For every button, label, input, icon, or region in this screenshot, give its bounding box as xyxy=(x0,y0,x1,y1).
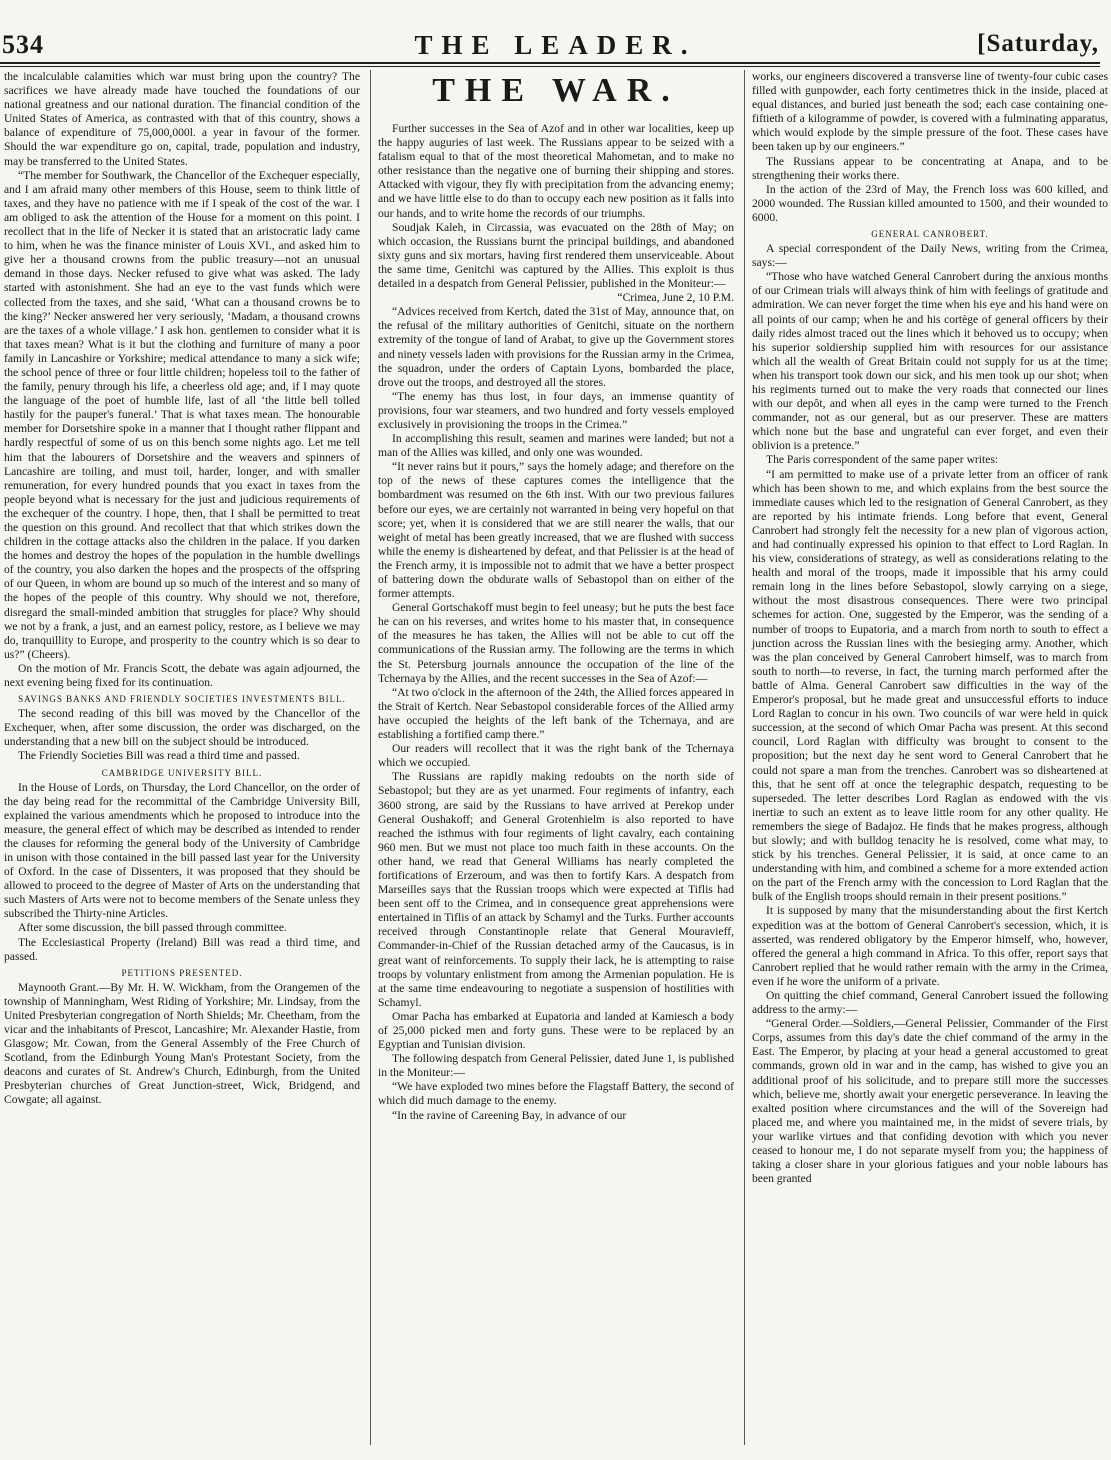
paragraph: In the House of Lords, on Thursday, the Lord Chancellor, on the order of the day being read for the recommittal of the Cambridge University Bill, explained the various amendments which he proposed to introduce into the measure, the general effect of which may be described as intended to render the clauses for reforming the general body of the University of Cambridge in unison with those contained in the bill passed last year for the University of Oxford. In the case of Dissenters, it was proposed that they should be allowed to proceed to the degree of Master of Arts on the understanding that such Masters of Arts were not to become members of the Senate unless they subscribed the Thirty-nine Articles. xyxy=(4,780,360,921)
paragraph: “I am permitted to make use of a private letter from an officer of rank which has been shown to me, and which explains from the best source the immediate causes which led to the resignation of General Canrobert, as they are reported by his intimate friends. Long before that event, General Canrobert had strongly felt the necessity for a new plan of vigorous action, and had continually expressed his opinion to that effect to Lord Raglan. In his view, considerations of strategy, as well as considerations relating to the health and moral of the troops, made it impossible that his army could remain long in the lines before Sebastopol, slowly carrying on a siege, without the most disastrous consequences. There were two principal schemes for action. One, suggested by the Emperor, was the sending of a number of troops to Eupatoria, and a march from north to south to effect a junction across the Russian lines with the besieging army. Another, which was the plan conceived by General Canrobert himself, was to march from south to north—to reverse, in fact, the turning march performed after the battle of Alma. General Canrobert saw difficulties in the way of the Emperor's proposal, but he made great and unsuccessful efforts to induce Lord Raglan to concur in his own. Two councils of war were held in quick succession, at the second of which Omar Pacha was present. At this second council, Lord Raglan with difficulty was brought to consent to the proposition; but the next day he sent word to General Canrobert that he could not spare a man from the trenches. Canrobert was so disheartened at this, that he sent off at once the telegraphic despatch, requesting to be superseded. The letter describes Lord Raglan as endowed with the vis inertiæ to such an extent as to leave little room for any other quality. He remembers the siege of Badajoz. He finds that he makes progress, although but slowly; and with bulldog tenacity he is resolved, come what may, to stick by his trenches. General Pelissier, it is said, at once came to an understanding with him, and combined a scheme for a more extended action on the part of the French army with the concession to Lord Raglan that the bulk of the English troops should remain in their present positions.” xyxy=(752,467,1108,904)
section-heading: SAVINGS BANKS AND FRIENDLY SOCIETIES INVESTMENTS BILL. xyxy=(18,694,346,705)
paragraph: The second reading of this bill was moved by the Chancellor of the Exchequer, when, after some discussion, the order was discharged, on the understanding that a new bill on the subject should be introduced. xyxy=(4,707,360,749)
page-number: 534 xyxy=(2,30,44,59)
paragraph: “Those who have watched General Canrobert during the anxious months of our Crimean trials will always think of him with feelings of gratitude and admiration. We can never forget the time when his eye and his hand were on all points of our camp; when he and his cortège of general officers by their daily rides almost traced out the lines which it behoved us to occupy; when his superior soldiership supplied him with resources for our assistance which all the wealth of Great Britain could not supply for us at the time; when his transport took down our sick, and his men took up our shot; when his regiments turned out to make the very roads that connected our lines with our depôt, and when all eyes in the camp were turned to the French commander, not as our general, but as our preserver. These are matters which none but the base and ungrateful can ever forget, and even their oblivion is a pretence.” xyxy=(752,270,1108,453)
paragraph: “The enemy has thus lost, in four days, an immense quantity of provisions, four war steamers, and two hundred and forty vessels employed exclusively in provisioning the troops in the Crimea.” xyxy=(378,389,734,431)
paragraph: “Advices received from Kertch, dated the 31st of May, announce that, on the refusal of the military authorities of Genitchi, situate on the northern extremity of the tongue of land of Arabat, to give up the Government stores and ninety vessels laden with provisions for the Russian army in the Crimea, the squadron, under the orders of Captain Lyons, bombarded the place, drove out the troops, and destroyed all the stores. xyxy=(378,305,734,389)
section-heading: GENERAL CANROBERT. xyxy=(871,229,989,240)
masthead-day: [Saturday, xyxy=(977,30,1099,57)
paragraph: works, our engineers discovered a transverse line of twenty-four cubic cases filled with gunpowder, each forty centimetres thick in the inside, placed at equal distances, and buried just beneath the sod; each case containing one-fiftieth of a kilogramme of powder, is covered with a fulminating apparatus, which would explode by the simple pressure of the foot. These cases have been taken up by our engineers.” xyxy=(752,70,1108,154)
paragraph: In the action of the 23rd of May, the French loss was 600 killed, and 2000 wounded. The Russian killed amounted to 1500, and their wounded to 6000. xyxy=(752,182,1108,224)
paragraph: Soudjak Kaleh, in Circassia, was evacuated on the 28th of May; on which occasion, the Russians burnt the principal buildings, and abandoned sixty guns and six mortars, having first rendered them unserviceable. About the same time, Genitchi was captured by the Allies. This exploit is thus detailed in a despatch from General Pelissier, published in the Moniteur:— xyxy=(378,220,734,291)
paragraph: “It never rains but it pours,” says the homely adage; and therefore on the top of the news of these captures comes the intelligence that the bombardment was resumed on the 6th inst. With our two previous failures before our eyes, we are certainly not warranted in being very hopeful on that score; yet, when it is considered that we are still nearer the walls, that our weight of metal has been greatly increased, that we are flushed with success while the enemy is disheartened by defeat, and that Pelissier is at the head of the French army, it is impossible not to admit that we have a better prospect of battering down the obdurate walls of Sebastopol than on either of the former attempts. xyxy=(378,460,734,601)
paragraph: Maynooth Grant.—By Mr. H. W. Wickham, from the Orangemen of the township of Manningham, West Riding of Yorkshire; Mr. Lindsay, from the United Presbyterian congregation of North Shields; Mr. Cheetham, from the vicar and the inhabitants of Prescot, Lancashire; Mr. Alexander Hastie, from Glasgow; Mr. Cowan, from the General Assembly of the Free Church of Scotland, from the Edinburgh Young Man's Protestant Society, from the deacons and curates of St. Andrew's Church, Edinburgh, from the United Presbyterian churches of Great Junction-street, Wick, Bridgend, and Cowgate; all against. xyxy=(4,980,360,1107)
article-title: THE WAR. xyxy=(432,72,680,109)
section-heading: CAMBRIDGE UNIVERSITY BILL. xyxy=(101,767,263,778)
paragraph: On the motion of Mr. Francis Scott, the debate was again adjourned, the next evening being fixed for its continuation. xyxy=(4,661,360,690)
paragraph: After some discussion, the bill passed through committee. xyxy=(18,921,287,935)
dateline: “Crimea, June 2, 10 P.M. xyxy=(617,291,734,305)
column-right xyxy=(752,70,1108,1186)
paragraph: The Friendly Societies Bill was read a third time and passed. xyxy=(18,749,300,763)
section-heading: PETITIONS PRESENTED. xyxy=(121,967,243,978)
column-middle xyxy=(378,70,734,1123)
paragraph: A special correspondent of the Daily News, writing from the Crimea, says:— xyxy=(752,242,1108,270)
newspaper-title: THE LEADER. xyxy=(414,30,697,60)
paragraph: On quitting the chief command, General Canrobert issued the following address to the army:— xyxy=(752,989,1108,1017)
paragraph: the incalculable calamities which war must bring upon the country? The sacrifices we have already made have touched the foundations of our national greatness and our national duration. The financial condition of the United States of America, as contrasted with that of this country, shows a balance of expenditure of 75,000,000l. a year in favour of the former. Should the war expenditure go on, capital, trade, population and industry, may be transferred to the United States. xyxy=(4,70,360,168)
paragraph: The Ecclesiastical Property (Ireland) Bill was read a third time, and passed. xyxy=(4,935,360,963)
paragraph: “At two o'clock in the afternoon of the 24th, the Allied forces appeared in the Strait of Kertch. Near Sebastopol considerable forces of the Allied army have occupied the heights of the left bank of the Tchernaya, and are establishing a fortified camp there.” xyxy=(378,685,734,742)
paragraph: General Gortschakoff must begin to feel uneasy; but he puts the best face he can on his reverses, and writes home to his master that, in consequence of the measures he has taken, the Allies will not be able to cut off the communications of the Russian army. The following are the terms in which the St. Petersburg journals announce the occupation of the line of the Tchernaya by the Allies, and the recent successes in the Sea of Azof:— xyxy=(378,601,734,685)
paragraph: “General Order.—Soldiers,—General Pelissier, Commander of the First Corps, assumes from this day's date the chief command of the army in the East. The Emperor, by placing at your head a general accustomed to great commands, grown old in war and in the camp, has wished to give you an additional proof of his solicitude, and to prepare still more the successes which, believe me, shortly await your energetic perseverance. In leaving the exalted position where circumstances and the will of the Sovereign had placed me, and where you maintained me, in the midst of severe trials, by your warlike virtues and that confiding devotion with which you never ceased to honour me, I do not separate myself from you; the happiness of taking a closer share in your glorious fatigues and your noble labours has been granted xyxy=(752,1017,1108,1186)
column-divider xyxy=(370,70,371,1445)
paragraph: The Russians are rapidly making redoubts on the north side of Sebastopol; but they are as yet unarmed. Four regiments of infantry, each 3600 strong, are said by the Russians to have arrived at Perekop under General Oushakoff; and General Grotenhielm is also reported to have reached the isthmus with four regiments of light cavalry, each containing 960 men. But we must not place too much faith in these accounts. On the other hand, we read that General Williams has nearly completed the fortifications of Erzeroum, and was then to fortify Kars. A despatch from Marseilles says that the Russian troops which were expected at Tiflis had been sent off to the Crimea, and in consequence great apprehensions were entertained in Tiflis of an attack by Schamyl and the Turks. Further accounts received through Constantinople relate that General Mouravieff, Commander-in-Chief of the Russian detached army of the Caucasus, is in great want of reinforcements. To supply their lack, he is attempting to raise troops by voluntary enlistment from among the Armenian population. He is at the same time endeavouring to negotiate a suspension of hostilities with Schamyl. xyxy=(378,770,734,1009)
paragraph: “The member for Southwark, the Chancellor of the Exchequer especially, and I am afraid many other members of this House, seem to think little of taxes, and they have no patience with me if I speak of the cost of the war. I am obliged to ask the attention of the House for a moment on this point. I recollect that in the life of Necker it is stated that an aristocratic lady came to him, when he was the finance minister of Louis XVI., and asked him to give her a thousand crowns from the public treasury—not an unusual demand in those days. Necker refused to give what was asked. The lady started with astonishment. She had an eye to the vast funds which were collected from the taxes, and she said, ‘What can a thousand crowns be to the king?’ Necker answered her very seriously, ‘Madam, a thousand crowns are the taxes of a whole village.’ I ask hon. gentlemen to consider what it is that taxes mean? What is it but the clothing and furniture of many a poor family in Lancashire or Yorkshire; medical attendance to many a sick wife; the school pence of three or four little children; hopeless toil to the father of the family, penury through his life, a cheerless old age; and, if I may quote the language of the poet of humble life, last of all ‘the little bell tolled hastily for the pauper's funeral.’ That is what taxes mean. The honourable member for Dorsetshire spoke in a manner that I thought rather flippant and hardly respectful of some of us on this bench some nights ago. Let me tell him that the labourers of Dorsetshire and the weavers and spinners of Lancashire are toiling, and must toil, harder, longer, and with smaller remuneration, for every hundred pounds that you exact in taxes from the people beyond what is necessary for the just and judicious requirements of the exchequer of the country. I hope, then, that I shall be permitted to treat the question on this ground. And recollect that that which strikes down the children in the cottage attacks also the children in the palace. If you darken the homes and destroy the hopes of the population in the humble dwellings of the country, you also darken the hopes and the prospects of the offspring of our Queen, in whom are bound up so much of the interest and so many of the hopes of the people of this country. Why should we not, therefore, disregard the small-minded ambition that struggles for place? Why should we not by a frank, a just, and an earnest policy, restore, as I believe we may do, tranquillity to Europe, and prosperity to the country which is so dear to us?” (Cheers). xyxy=(4,168,360,661)
paragraph: The Paris correspondent of the same paper writes: xyxy=(766,453,999,467)
paragraph: “In the ravine of Careening Bay, in advance of our xyxy=(392,1108,627,1122)
paragraph: Omar Pacha has embarked at Eupatoria and landed at Kamiesch a body of 25,000 picked men and forty guns. These were to be replaced by an Egyptian and Tunisian division. xyxy=(378,1009,734,1052)
column-left xyxy=(4,70,360,1108)
paragraph: It is supposed by many that the misunderstanding about the first Kertch expedition was at the bottom of General Canrobert's secession, which, it is asserted, was rendered obligatory by the Emperor himself, who, however, offered the general a high command in Africa. To this offer, report says that Canrobert replied that he would rather remain with the army in the Crimea, even if he wore the uniform of a private. xyxy=(752,904,1108,988)
paragraph: In accomplishing this result, seamen and marines were landed; but not a man of the Allies was killed, and only one was wounded. xyxy=(378,432,734,460)
paragraph: “We have exploded two mines before the Flagstaff Battery, the second of which did much damage to the enemy. xyxy=(378,1080,734,1108)
column-divider xyxy=(744,70,745,1445)
paragraph: The following despatch from General Pelissier, dated June 1, is published in the Moniteur:— xyxy=(378,1052,734,1080)
paragraph: The Russians appear to be concentrating at Anapa, and to be strengthening their works there. xyxy=(752,154,1108,182)
masthead-rule-bottom xyxy=(0,66,1100,67)
masthead xyxy=(0,30,1111,74)
masthead-rule-top xyxy=(0,62,1100,64)
paragraph: Further successes in the Sea of Azof and in other war localities, keep up the happy auguries of last week. The Russians appear to be seized with a fatalism equal to that of the most theoretical Mahometan, and to make no other resistance than the negative one of burning their shipping and stores. Attacked with vigour, they fly with precipitation from the advancing enemy; and we have little else to do than to occupy each new position as it falls into our hands, and to write home the records of our triumphs. xyxy=(378,122,734,220)
paragraph: Our readers will recollect that it was the right bank of the Tchernaya which we occupied. xyxy=(378,742,734,770)
